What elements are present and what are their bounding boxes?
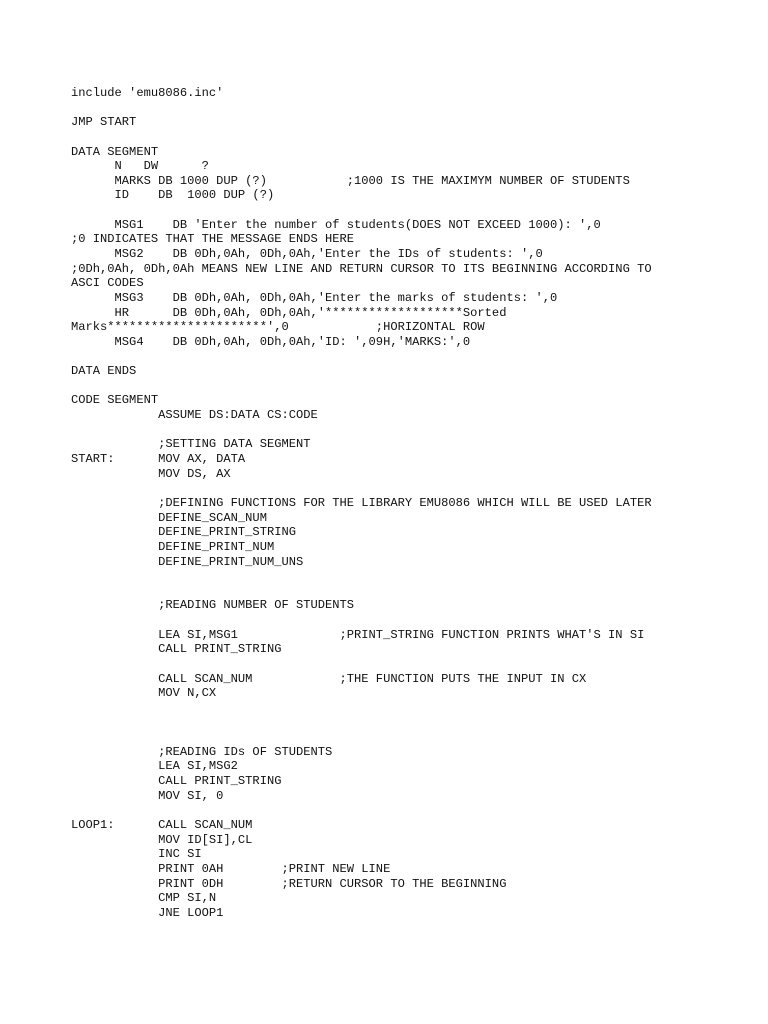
code-line: LEA SI,MSG2 (71, 759, 238, 774)
code-line: MOV SI, 0 (71, 788, 224, 803)
code-line: MSG3 DB 0Dh,0Ah, 0Dh,0Ah,'Enter the marks of students: ',0 (71, 290, 558, 305)
code-line: DEFINE_PRINT_NUM (71, 539, 275, 554)
code-line: START: MOV AX, DATA (71, 452, 246, 467)
code-line (71, 730, 731, 745)
code-line (71, 423, 731, 438)
code-line: Marks**********************',0 ;HORIZONTAL ROW (71, 320, 485, 335)
code-listing (71, 86, 731, 921)
code-line: N DW ? (71, 159, 209, 174)
code-line (71, 101, 731, 116)
code-line: PRINT 0DH ;RETURN CURSOR TO THE BEGINNING (71, 876, 507, 891)
code-line: PRINT 0AH ;PRINT NEW LINE (71, 861, 391, 876)
code-line (71, 657, 731, 672)
code-line: ASSUME DS:DATA CS:CODE (71, 408, 318, 423)
code-line: CODE SEGMENT (71, 393, 159, 408)
code-line (71, 803, 731, 818)
code-line: MSG2 DB 0Dh,0Ah, 0Dh,0Ah,'Enter the IDs of students: ',0 (71, 247, 543, 262)
code-line (71, 701, 731, 716)
code-line: DEFINE_PRINT_STRING (71, 525, 296, 540)
code-line (71, 481, 731, 496)
code-line (71, 130, 731, 145)
code-line: LOOP1: CALL SCAN_NUM (71, 818, 253, 833)
code-line: DATA SEGMENT (71, 144, 159, 159)
code-line: CALL PRINT_STRING (71, 642, 282, 657)
code-line: INC SI (71, 847, 202, 862)
code-line: MOV ID[SI],CL (71, 832, 253, 847)
code-line: MSG4 DB 0Dh,0Ah, 0Dh,0Ah,'ID: ',09H,'MARKS:',0 (71, 334, 471, 349)
code-line: DATA ENDS (71, 364, 137, 379)
document-page (71, 86, 731, 921)
code-line: JNE LOOP1 (71, 905, 224, 920)
code-line: ;READING NUMBER OF STUDENTS (71, 598, 355, 613)
code-line: CMP SI,N (71, 891, 217, 906)
code-line: ASCI CODES (71, 276, 144, 291)
code-line: HR DB 0Dh,0Ah, 0Dh,0Ah,'*******************Sorted (71, 305, 507, 320)
code-line: LEA SI,MSG1 ;PRINT_STRING FUNCTION PRINTS WHAT'S IN SI (71, 627, 645, 642)
code-line: JMP START (71, 115, 137, 130)
code-line (71, 613, 731, 628)
code-line: ;READING IDs OF STUDENTS (71, 744, 333, 759)
code-line: MOV DS, AX (71, 466, 231, 481)
code-line: ;SETTING DATA SEGMENT (71, 437, 311, 452)
code-line: ;DEFINING FUNCTIONS FOR THE LIBRARY EMU8086 WHICH WILL BE USED LATER (71, 495, 652, 510)
code-line (71, 379, 731, 394)
code-line (71, 350, 731, 365)
code-line: MARKS DB 1000 DUP (?) ;1000 IS THE MAXIMYM NUMBER OF STUDENTS (71, 173, 630, 188)
code-line: ;0Dh,0Ah, 0Dh,0Ah MEANS NEW LINE AND RETURN CURSOR TO ITS BEGINNING ACCORDING TO (71, 261, 652, 276)
code-line (71, 584, 731, 599)
code-line: DEFINE_PRINT_NUM_UNS (71, 554, 304, 569)
code-line: MSG1 DB 'Enter the number of students(DOES NOT EXCEED 1000): ',0 (71, 217, 601, 232)
code-line: CALL PRINT_STRING (71, 774, 282, 789)
code-line (71, 569, 731, 584)
code-line (71, 203, 731, 218)
code-line: ID DB 1000 DUP (?) (71, 188, 275, 203)
code-line: ;0 INDICATES THAT THE MESSAGE ENDS HERE (71, 232, 355, 247)
code-line (71, 716, 731, 731)
code-line: MOV N,CX (71, 686, 217, 701)
code-line: include 'emu8086.inc' (71, 86, 224, 100)
code-line: CALL SCAN_NUM ;THE FUNCTION PUTS THE INPUT IN CX (71, 671, 587, 686)
code-line: DEFINE_SCAN_NUM (71, 510, 267, 525)
